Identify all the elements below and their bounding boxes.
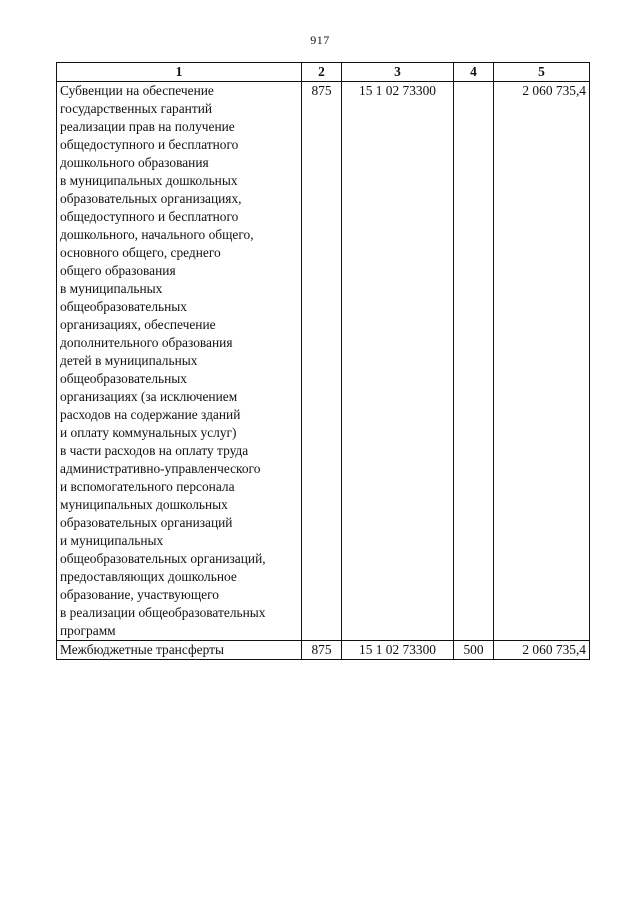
description-line: в муниципальных <box>60 281 163 296</box>
table-row <box>57 82 590 641</box>
description-line: государственных гарантий <box>60 101 213 116</box>
description-line: образование, участвующего <box>60 587 219 602</box>
table-row <box>57 641 590 660</box>
header-col-4: 4 <box>454 63 494 82</box>
description-line: административно-управленческого <box>60 461 261 476</box>
header-row <box>57 63 590 82</box>
description-line: общедоступного и бесплатного <box>60 209 239 224</box>
row-col-5: 2 060 735,4 <box>494 641 590 660</box>
description-line: общего образования <box>60 263 176 278</box>
header-col-2: 2 <box>302 63 342 82</box>
description-line: реализации прав на получение <box>60 119 235 134</box>
row-col-4 <box>454 82 494 641</box>
header-col-5: 5 <box>494 63 590 82</box>
description-line: Субвенции на обеспечение <box>60 83 214 98</box>
description-line: общеобразовательных организаций, <box>60 551 266 566</box>
row-col-2: 875 <box>302 82 342 641</box>
description-line: программ <box>60 623 116 638</box>
description-line: образовательных организаций <box>60 515 233 530</box>
description-line: основного общего, среднего <box>60 245 221 260</box>
row-col-4: 500 <box>454 641 494 660</box>
description-line: дополнительного образования <box>60 335 233 350</box>
description-line: организациях, обеспечение <box>60 317 216 332</box>
description-line: Межбюджетные трансферты <box>60 642 224 657</box>
row-col-5: 2 060 735,4 <box>494 82 590 641</box>
header-col-3: 3 <box>342 63 454 82</box>
description-line: общедоступного и бесплатного <box>60 137 239 152</box>
description-line: в муниципальных дошкольных <box>60 173 238 188</box>
header-col-1: 1 <box>57 63 302 82</box>
row-col-2: 875 <box>302 641 342 660</box>
description-line: образовательных организациях, <box>60 191 242 206</box>
description-line: дошкольного образования <box>60 155 209 170</box>
description-line: расходов на содержание зданий <box>60 407 241 422</box>
row-col-3: 15 1 02 73300 <box>342 82 454 641</box>
description-line: муниципальных дошкольных <box>60 497 228 512</box>
description-line: и муниципальных <box>60 533 164 548</box>
description-line: организациях (за исключением <box>60 389 238 404</box>
description-line: детей в муниципальных <box>60 353 198 368</box>
description-line: общеобразовательных <box>60 299 188 314</box>
description-line: в части расходов на оплату труда <box>60 443 249 458</box>
description-line: в реализации общеобразовательных <box>60 605 266 620</box>
description-line: и вспомогательного персонала <box>60 479 235 494</box>
description-line: дошкольного, начального общего, <box>60 227 254 242</box>
row-description <box>57 641 302 660</box>
description-line: общеобразовательных <box>60 371 188 386</box>
row-description <box>57 82 302 641</box>
description-line: и оплату коммунальных услуг) <box>60 425 237 440</box>
description-line: предоставляющих дошкольное <box>60 569 237 584</box>
row-col-3: 15 1 02 73300 <box>342 641 454 660</box>
page-number: 917 <box>310 33 330 47</box>
budget-table <box>56 62 590 660</box>
